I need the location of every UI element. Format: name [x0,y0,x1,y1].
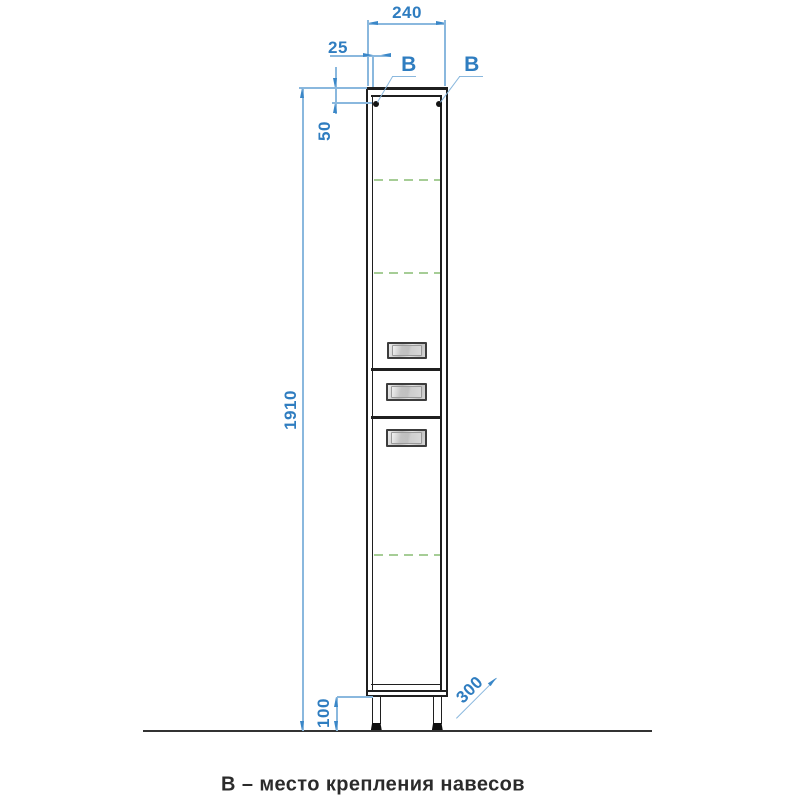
drawer-top-divider [371,368,442,371]
drawing-caption: В – место крепления навесов [221,773,525,796]
dim-240-line [368,23,446,24]
drawer-bottom-divider [371,416,442,419]
dim-100-arrow-bottom [334,721,338,731]
dim-100-ext [337,696,373,697]
dim-100-arrow-top [334,697,338,707]
dim-1910-arrow-bottom [300,721,304,731]
dim-50-text: 50 [315,121,334,141]
cabinet-top-edge [366,87,448,90]
drawer-handle [386,383,427,401]
dim-50-ext-bottom [332,102,372,103]
left-leg [372,697,381,724]
upper-door-handle [387,342,427,359]
mount-label-left-underline [392,76,416,77]
dim-300-text: 300 [452,672,487,707]
shelf-line-2 [374,272,440,274]
dim-50-arrow-bottom [333,103,337,113]
dim-25-ext [372,57,373,87]
floor-line [143,730,652,732]
cabinet-bottom-panel-top [366,690,448,693]
dim-300-arrow [488,676,498,686]
dim-100-text: 100 [314,698,333,728]
dim-240-arrow-left [368,21,378,25]
lower-door-handle [386,429,427,447]
mount-label-right-underline [459,76,483,77]
mount-label-left: B [401,53,417,76]
dim-1910-line [302,88,303,731]
dim-240-text: 240 [392,3,422,22]
shelf-line-3 [374,554,440,556]
dim-1910-text: 1910 [281,390,300,430]
dim-50-ext-top [299,87,367,88]
cabinet-right-wall [446,87,448,697]
dim-1910-arrow-top [300,88,304,98]
dim-25-arrow-right [381,53,391,57]
lower-door-bottom-edge [371,684,442,686]
drawer-handle-face [391,386,422,398]
mount-leader-left-line [377,77,393,103]
upper-door-handle-face [392,345,422,356]
shelf-line-1 [374,179,440,181]
right-leg [433,697,442,724]
mount-leader-right-line [440,77,460,103]
cabinet-left-inner-wall [372,96,374,690]
cabinet-right-inner-wall [440,96,442,690]
cabinet-left-wall [366,87,368,697]
lower-door-handle-face [391,432,422,444]
dim-25-text: 25 [328,38,348,57]
mount-label-right: B [464,53,480,76]
dim-240-ext-right [444,20,445,86]
